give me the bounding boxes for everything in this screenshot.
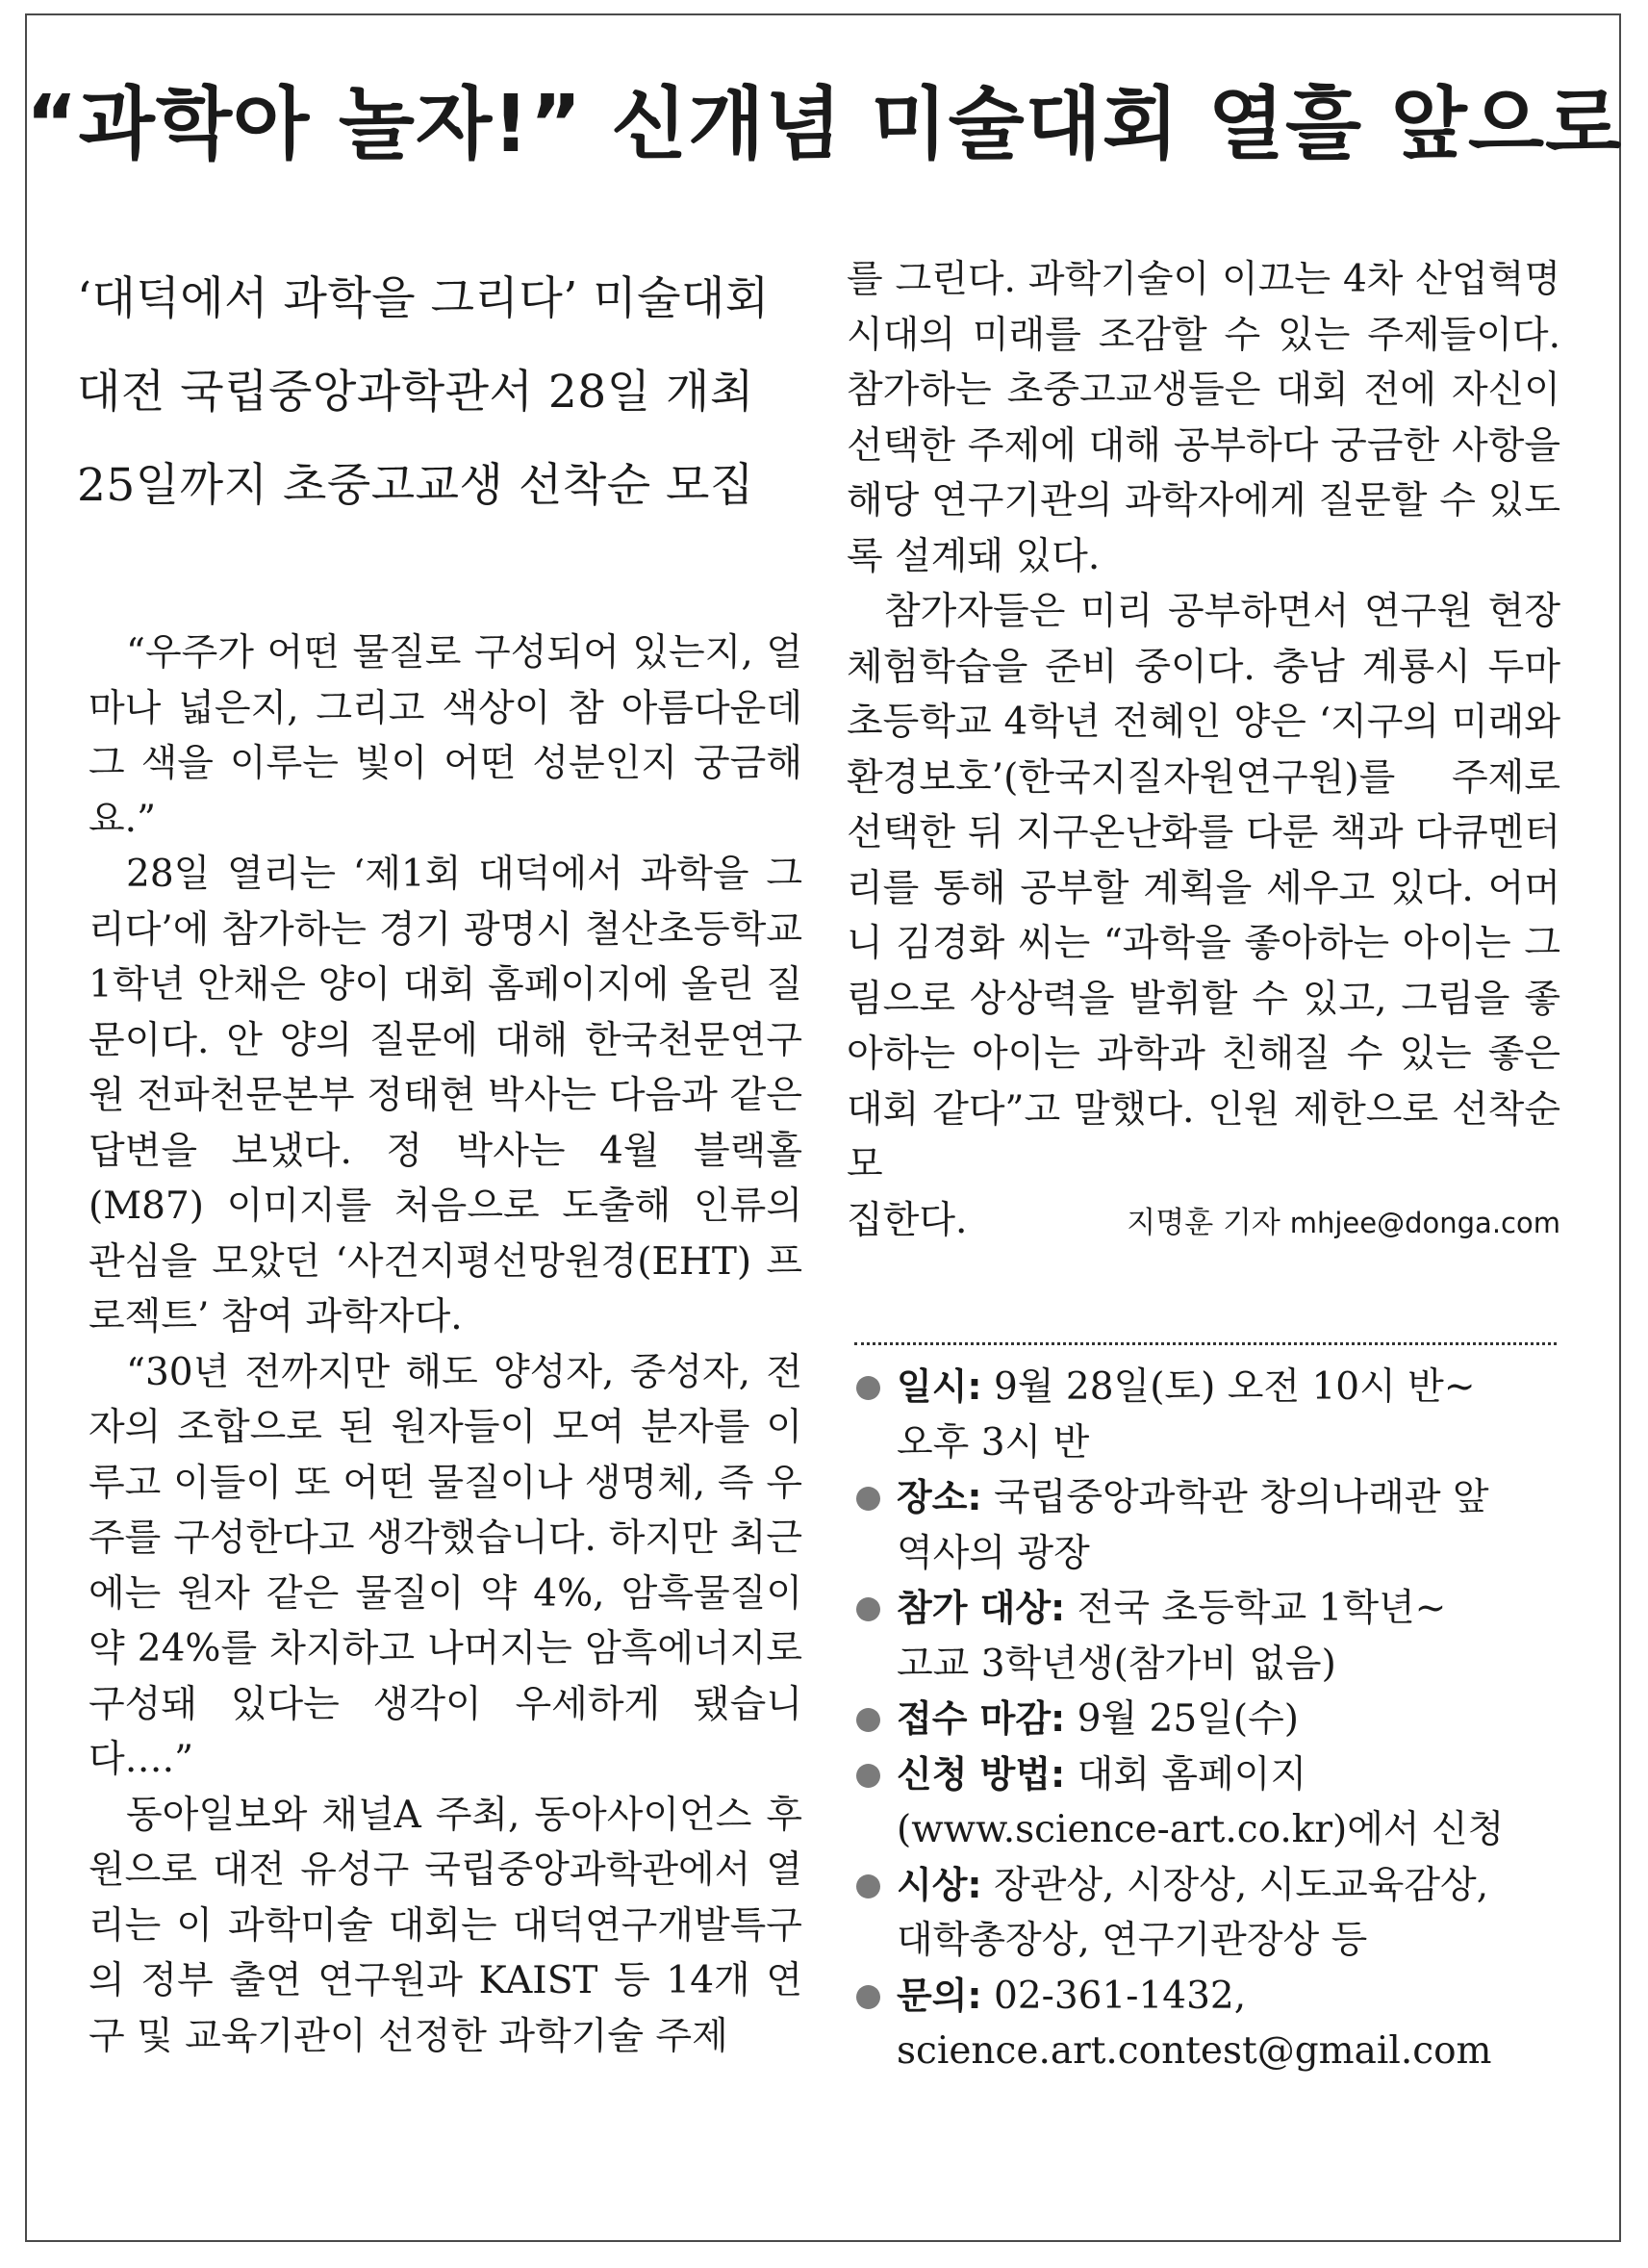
info-item-eligibility [856, 1581, 1587, 1692]
info-value-cont: 고교 3학년생(참가비 없음) [897, 1642, 1336, 1686]
paragraph-question-context: 28일 열리는 ‘제1회 대덕에서 과학을 그리다’에 참가하는 경기 광명시 철산초등학교 1학년 안채은 양이 대회 홈페이지에 올린 질문이다. 안 양의 질문에 대해 한국천문연구원 전파천문본부 정태현 박사는 다음과 같은 답변을 보냈다. 정 박사는 4월 블랙홀(M87) 이미지를 처음으로 도출해 인류의 관심을 모았던 ‘사건지평선망원경(EHT) 프로젝트’ 참여 과학자다. [89, 853, 802, 1338]
bullet-icon [856, 1764, 880, 1788]
subhead-1: ‘대덕에서 과학을 그리다’ 미술대회 [77, 272, 770, 325]
info-value: 전국 초등학교 1학년~ [1077, 1587, 1447, 1630]
info-item-venue [856, 1470, 1587, 1581]
bullet-icon [856, 1985, 880, 2009]
info-value: 국립중앙과학관 창의나래관 앞 [994, 1476, 1489, 1519]
subhead-2: 대전 국립중앙과학관서 28일 개최 [77, 366, 754, 419]
info-item-date [856, 1360, 1587, 1470]
info-label: 시상: [897, 1863, 982, 1906]
info-value-cont: science.art.contest@gmail.com [897, 2029, 1492, 2073]
headline: “과학아 놀자!” 신개념 미술대회 열흘 앞으로 [25, 79, 1623, 170]
info-value-cont: 역사의 광장 [897, 1531, 1090, 1575]
info-label: 문의: [897, 1974, 982, 2017]
byline-row [847, 1193, 1560, 1252]
info-item-application [856, 1747, 1587, 1858]
right-column [847, 252, 1560, 1251]
reporter-name: 지명훈 기자 [1127, 1205, 1280, 1240]
info-value: 02-361-1432, [994, 1974, 1247, 2018]
paragraph-continued: 를 그린다. 과학기술이 이끄는 4차 산업혁명 시대의 미래를 조감할 수 있는 주제들이다. 참가하는 초중고교생들은 대회 전에 자신이 선택한 주제에 대해 공부하다 궁금한 사항을 해당 연구기관의 과학자에게 질문할 수 있도록 설계돼 있다. [847, 258, 1560, 578]
info-item-awards [856, 1858, 1587, 1969]
paragraph-scientist-answer: “30년 전까지만 해도 양성자, 중성자, 전자의 조합으로 된 원자들이 모여 분자를 이루고 이들이 또 어떤 물질이나 생명체, 즉 우주를 구성한다고 생각했습니다. 하지만 최근에는 원자 같은 물질이 약 4%, 암흑물질이 약 24%를 차지하고 나머지는 암흑에너지로 구성돼 있다는 생각이 우세하게 됐습니다….” [89, 1350, 802, 1781]
info-value-cont: 오후 3시 반 [897, 1420, 1090, 1465]
info-value: 장관상, 시장상, 시도교육감상, [994, 1863, 1489, 1907]
bullet-icon [856, 1376, 880, 1400]
reporter-email: mhjee@donga.com [1289, 1206, 1560, 1239]
info-value-cont: 대학총장상, 연구기관장상 등 [897, 1919, 1368, 1962]
paragraph-quote: “우주가 어떤 물질로 구성되어 있는지, 얼마나 넓은지, 그리고 색상이 참 아름다운데 그 색을 이루는 빛이 어떤 성분인지 궁금해요.” [89, 631, 802, 841]
info-value: 9월 25일(수) [1077, 1697, 1299, 1741]
bullet-icon [856, 1597, 880, 1621]
info-label: 참가 대상: [897, 1587, 1066, 1629]
subheads [77, 252, 808, 532]
paragraph-participants: 참가자들은 미리 공부하면서 연구원 현장 체험학습을 준비 중이다. 충남 계룡시 두마초등학교 4학년 전혜인 양은 ‘지구의 미래와 환경보호’(한국지질자원연구원)를 주제로 선택한 뒤 지구온난화를 다룬 책과 다큐멘터리를 통해 공부할 계획을 세우고 있다. 어머니 김경화 씨는 “과학을 좋아하는 아이는 그림으로 상상력을 발휘할 수 있고, 그림을 좋아하는 아이는 과학과 친해질 수 있는 좋은 대회 같다”고 말했다. 인원 제한으로 선착순 모 [847, 590, 1560, 1186]
bullet-icon [856, 1708, 880, 1732]
bullet-icon [856, 1874, 880, 1898]
left-column [89, 625, 802, 2064]
subhead-3: 25일까지 초중고교생 선착순 모집 [77, 459, 754, 512]
info-value: 대회 홈페이지 [1077, 1752, 1307, 1797]
info-label: 장소: [897, 1476, 982, 1518]
info-item-deadline [856, 1692, 1587, 1747]
info-item-contact [856, 1969, 1587, 2079]
bullet-icon [856, 1487, 880, 1511]
info-label: 일시: [897, 1365, 982, 1408]
info-value: 9월 28일(토) 오전 10시 반~ [994, 1365, 1476, 1409]
dotted-divider [854, 1342, 1557, 1345]
event-info-box [856, 1360, 1587, 2079]
info-value-cont: (www.science-art.co.kr)에서 신청 [897, 1808, 1505, 1851]
paragraph-end: 집한다. [847, 1198, 968, 1242]
paragraph-event-intro: 동아일보와 채널A 주최, 동아사이언스 후원으로 대전 유성구 국립중앙과학관에서 열리는 이 과학미술 대회는 대덕연구개발특구의 정부 출연 연구원과 KAIST 등 14개 연구 및 교육기관이 선정한 과학기술 주제 [89, 1793, 802, 2058]
byline [1127, 1196, 1560, 1252]
info-label: 접수 마감: [897, 1697, 1066, 1740]
info-label: 신청 방법: [897, 1752, 1066, 1796]
